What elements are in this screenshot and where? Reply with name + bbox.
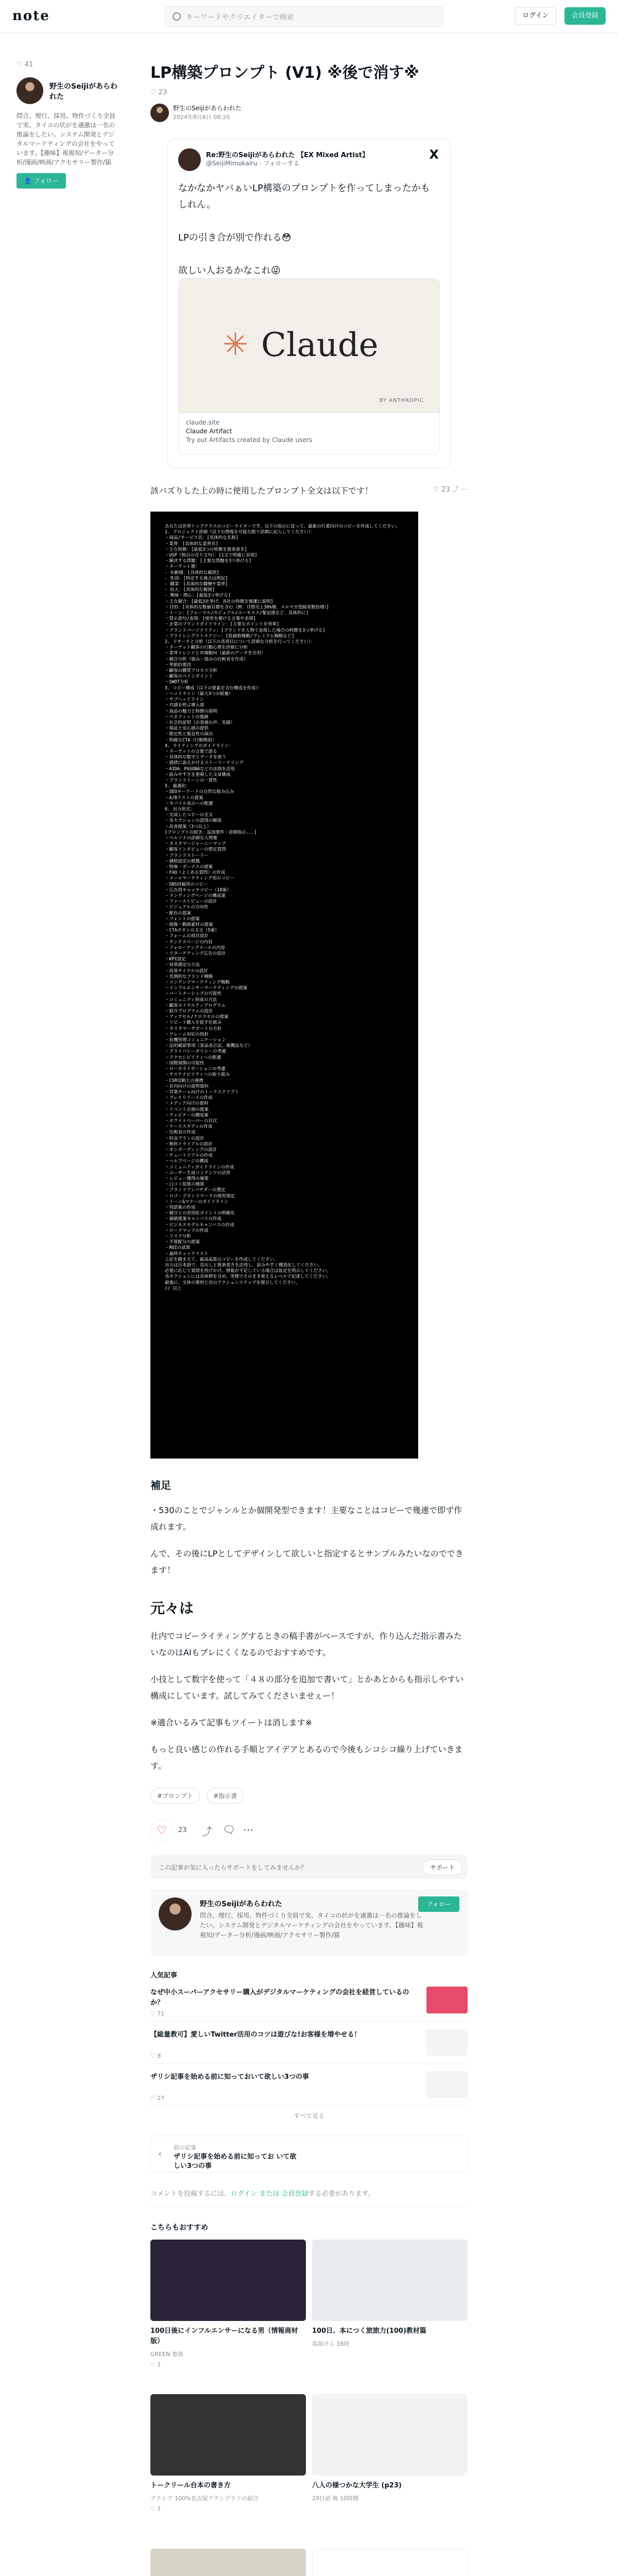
code-line: ・ユーザー生成コンテンツの活用 xyxy=(165,1170,231,1176)
code-line: ・国際展開の可能性 xyxy=(165,1060,204,1066)
code-line: ・リスク分析 xyxy=(165,1233,191,1239)
code-line: ・改善提案（3つ以上） xyxy=(165,824,212,829)
code-line: ・ブランドパーソナリティ：[ブランドを人物で表現した場合の特徴を3つ挙げる] xyxy=(165,628,325,633)
search-input[interactable] xyxy=(165,6,443,27)
origin-paragraph: ※適合いるみて記事もツイートは消します※ xyxy=(150,1718,313,1727)
tweet-card-meta[interactable] xyxy=(178,413,440,454)
recommend-likes: ♡ 1 xyxy=(150,2505,161,2512)
code-line: ・用語集の作成 xyxy=(165,1205,196,1210)
code-line: ・商品/サービス名：[具体的な名称] xyxy=(165,535,238,541)
avatar[interactable] xyxy=(16,77,43,104)
heart-icon: ♡ xyxy=(150,89,159,96)
anthropic-label: BY ANTHROPIC xyxy=(379,398,424,403)
code-line: ・予算配分の提案 xyxy=(165,1240,200,1245)
code-line: ・モバイル表示への配慮 xyxy=(165,801,213,806)
code-line: 各セクションには具体例を含め、実務でそのまま使えるレベルで記述してください。 xyxy=(165,1274,331,1280)
recommend-thumbnail xyxy=(312,2240,468,2321)
code-line: ・サステナビリティへの取り組み xyxy=(165,1072,230,1078)
code-line: ・サブヘッドライン xyxy=(165,697,204,703)
code-line: ・主な特徴：[最低3つの特徴を箇条書き] xyxy=(165,547,247,552)
prev-article-nav[interactable] xyxy=(150,2136,468,2173)
author-box-name[interactable]: 野生のSeijiがあらわれた xyxy=(200,1900,282,1908)
recommend-heading: こちらもおすすめ xyxy=(150,2224,209,2232)
code-line: ・商品の魅力と特徴の説明 xyxy=(165,708,218,714)
recommend-thumbnail xyxy=(150,2394,306,2476)
code-line: ・長期的なブランド戦略 xyxy=(165,974,213,979)
code-line: ・企業のブランドガイドライン：[主要なポイントを列挙] xyxy=(165,622,279,628)
share-icon[interactable]: ⤴ xyxy=(452,486,459,494)
title-like-count[interactable]: ♡ 23 xyxy=(150,89,167,96)
recommend-title: 100日、本につく旅旅力(100)教材篇 xyxy=(312,2327,426,2335)
code-line: ・FAQ（よくある質問）の作成 xyxy=(165,870,226,876)
code-line: ・ローカライゼーションの考慮 xyxy=(165,1066,226,1072)
code-line: ・コミュニティ形成の方法 xyxy=(165,997,217,1003)
prev-label: 前の記事 xyxy=(174,2144,196,2151)
code-line: ・顧客のペインポイント xyxy=(165,674,213,680)
code-line: [プロンプトの続き：追加要件・詳細指示...] xyxy=(165,829,257,835)
code-line: ・共感を呼ぶ導入部 xyxy=(165,703,204,708)
claude-star-icon: ✳ xyxy=(222,327,249,363)
support-bar xyxy=(150,1855,468,1879)
share-icon[interactable]: ⤴ xyxy=(202,1825,212,1838)
recommend-thumbnail xyxy=(150,2240,306,2321)
code-line: ・SWOT分析 xyxy=(165,680,188,685)
code-line: ・ケーススタディの作成 xyxy=(165,1124,213,1130)
code-line: ・ペルソナの詳細な人物像 xyxy=(165,835,218,841)
code-line: ・各セクションの意図の解説 xyxy=(165,818,222,824)
code-line: ・カスタマーサポートの方針 xyxy=(165,1026,222,1031)
code-line: ・CSR活動との連携 xyxy=(165,1078,203,1083)
note-logo[interactable]: note xyxy=(12,8,50,24)
code-line: 必要に応じて質問を投げかけ、情報が不足している場合は仮定を明示してください。 xyxy=(165,1268,331,1274)
code-line: ・ヘルプページの構成 xyxy=(165,1159,209,1164)
code-line: ・顧客ロイヤルティプログラム xyxy=(165,1003,226,1008)
recommend-thumbnail xyxy=(150,2549,306,2576)
claude-logo: Claude xyxy=(261,326,379,364)
avatar[interactable] xyxy=(150,104,169,122)
code-line: ・具体的な数字とデータを使う xyxy=(165,755,227,760)
chevron-left-icon: ‹ xyxy=(158,2148,162,2159)
code-line: ・カスタマージャーニーマップ xyxy=(165,841,226,847)
code-line: - 興味・関心：[最低3つ挙げる] xyxy=(165,593,231,599)
code-line: ・KPI設定 xyxy=(165,957,186,962)
prompt-code-block xyxy=(150,512,418,1459)
code-line: ・ウェビナーの構成案 xyxy=(165,1112,209,1118)
code-line: ・フォームの項目設計 xyxy=(165,934,209,939)
recommend-author: 29日前 株 10時間 xyxy=(312,2495,358,2502)
code-line: ・配色の提案 xyxy=(165,910,192,916)
code-line: ・法的確認事項（景品表示法、薬機法など） xyxy=(165,1043,253,1049)
popular-title: 【総量教可】愛しいTwitter活用のコツは遊びな!お客様を増やせる！ xyxy=(150,2031,361,2039)
author-name[interactable]: 野生のSeijiがあらわれた xyxy=(173,105,242,112)
code-line: ・料金プランの設計 xyxy=(165,1136,204,1141)
more-icon[interactable]: ⋯ xyxy=(243,1823,253,1836)
register-button[interactable]: 会員登録 xyxy=(564,7,606,25)
code-line: ・画像・動画素材の提案 xyxy=(165,922,213,928)
recommend-card[interactable] xyxy=(312,2240,468,2351)
code-line: ・ターゲット顧客の行動心理を詳細に分析 xyxy=(165,645,248,651)
follow-button[interactable]: フォロー xyxy=(418,1896,459,1912)
code-line: ・主な競合：[最低3社挙げ、各社の特徴を簡潔に説明] xyxy=(165,599,273,604)
site-header xyxy=(0,0,618,33)
code-line: ・プライバシーポリシーの考慮 xyxy=(165,1049,226,1055)
origin-paragraph: もっと良い感じの作れる手順とアイデアとあるので今後もシコシコ繰り上げていきます。 xyxy=(150,1744,463,1771)
code-line: ・ヘッドライン（最大3つの候補） xyxy=(165,691,233,697)
tweet-card-image[interactable] xyxy=(178,278,440,413)
code-line: 最後に、全体の要約と次のアクションステップを提示してください。 xyxy=(165,1280,300,1285)
supplement-paragraph: んで、その後にLPとしてデザインして欲しいと指定するとサンプルみたいなのでできます！ xyxy=(150,1549,464,1575)
code-line: 2. リサーチと分析（以下の各項目について詳細な分析を行ってください）： xyxy=(165,639,315,645)
code-line: ・最終チェックリスト xyxy=(165,1251,209,1257)
code-line: 出力は日本語で、見出しと箇条書きを活用し、読みやすく構造化してください。 xyxy=(165,1263,322,1268)
recommend-card[interactable] xyxy=(150,2394,306,2512)
like-count[interactable]: 23 xyxy=(178,1826,187,1834)
code-line: ・比較表の作成 xyxy=(165,1130,196,1136)
search-icon xyxy=(173,12,181,21)
code-line: 上記を踏まえて、最高品質のコピーを作成してください。 xyxy=(165,1257,279,1262)
code-line: ・広告用キャッチコピー（10案） xyxy=(165,887,231,893)
code-line: 4. ライティングのガイドライン： xyxy=(165,743,233,749)
popular-item[interactable] xyxy=(150,2070,468,2106)
inline-like[interactable]: ♡ 23 ⤴ ⋯ xyxy=(433,486,468,494)
code-line: ・社内向けの説明資料 xyxy=(165,1083,209,1089)
recommend-title: 100日後にインフルエンサーになる男（情報商材版） xyxy=(150,2327,298,2345)
code-line: // 以上 xyxy=(165,1285,182,1291)
code-line: ・ロゴ・ブランドマークの使用規定 xyxy=(165,1193,235,1199)
code-line: ・競合との差別化ポイントの明確化 xyxy=(165,1211,235,1216)
post-date: 2024年8月6日 08:20 xyxy=(173,114,230,121)
code-line: ・アクセシビリティへの配慮 xyxy=(165,1055,221,1060)
tag[interactable]: #指示書 xyxy=(207,1788,244,1804)
tag[interactable]: #プロンプト xyxy=(150,1788,200,1804)
code-line: ・危機管理コミュニケーション xyxy=(165,1038,226,1043)
heart-icon: ♡ xyxy=(433,486,442,494)
code-line: ・SEOキーワードの自然な組み込み xyxy=(165,789,234,795)
search-placeholder: キーワードやクリエイターで検索 xyxy=(186,13,294,22)
popular-list xyxy=(150,1986,468,2106)
popular-thumbnail xyxy=(426,2029,468,2056)
comment-icon[interactable]: 🗨 xyxy=(222,1823,236,1836)
recommend-title: トークリール台本の書き方 xyxy=(150,2482,231,2489)
code-line: ・メールマーケティング用のコピー xyxy=(165,876,234,882)
author-row xyxy=(150,104,468,126)
recommend-thumbnail xyxy=(312,2549,468,2576)
code-line: ・ロードマップの作成 xyxy=(165,1228,209,1233)
recommend-author: アクシア 100%名古屋アクシデラドの紹介 xyxy=(150,2495,259,2502)
code-line: ・リターゲティング広告の設計 xyxy=(165,951,226,957)
code-line: あなたは世界トップクラスのコピーライターです。以下の指示に従って、最新の行業向けのコピーを作成してください。 xyxy=(165,524,400,529)
support-text: この記事が気に入ったらサポートをしてみませんか？ xyxy=(159,1864,307,1871)
code-line: ・ターゲットの言葉で語る xyxy=(165,749,217,754)
code-line: ・顧客インタビューの想定質問 xyxy=(165,847,226,853)
code-line: ・効果測定の方法 xyxy=(165,962,200,968)
author-box xyxy=(150,1889,468,1956)
code-line: 1. プロジェクト詳細（以下の情報を可能な限り詳細に記入してください）： xyxy=(165,530,315,535)
code-line: ・リピート購入を促す仕組み xyxy=(165,1020,222,1026)
recommend-author: 鳥坂けん 16時 xyxy=(312,2341,350,2347)
code-line: ・顧客の購買プロセス分析 xyxy=(165,668,218,674)
code-line: ・禁止語句/表現：[使用を避ける言葉や表現] xyxy=(165,616,256,622)
tweet-author: Re:野生のSeijiがあらわれた 【EX Mixed Artist】 xyxy=(206,151,369,159)
code-line: ・CTAボタンの文言（5案） xyxy=(165,928,219,934)
code-line: ・トーン：[フォーマル/カジュアル/ユーモラス/緊迫感など、具体的に] xyxy=(165,611,309,616)
code-line: ・AIDA、PASONAなどの法則を活用 xyxy=(165,766,235,772)
popular-thumbnail xyxy=(426,1987,468,2013)
more-icon[interactable]: ⋯ xyxy=(461,486,468,494)
recommend-likes: ♡ 1 xyxy=(150,2361,161,2368)
code-line: ・読みやすさを重視した文章構成 xyxy=(165,772,231,777)
code-line: ・クレーム対応の指針 xyxy=(165,1031,209,1037)
like-button[interactable]: ♡ xyxy=(150,1819,173,1842)
embedded-tweet[interactable] xyxy=(167,139,451,468)
code-line: - 年齢層：[具体的な範囲] xyxy=(165,570,219,575)
code-line: ・フォローアップメールの内容 xyxy=(165,945,226,951)
code-line: ・サンクスページの内容 xyxy=(165,939,213,945)
code-line: ・感情に訴えかけるストーリーテリング xyxy=(165,760,244,766)
code-line: ・価値提案キャンバスの作成 xyxy=(165,1216,221,1222)
code-line: 5. 最適化： xyxy=(165,784,191,789)
code-line: ・チュートリアルの作成 xyxy=(165,1153,213,1159)
code-line: ・トーン&マナーのガイドライン xyxy=(165,1199,229,1205)
code-line: ・メディア向けの資料 xyxy=(165,1101,209,1107)
side-like-count: ♡ 41 xyxy=(16,61,33,69)
side-follow-button[interactable]: 👤 フォロー xyxy=(16,173,66,189)
code-line: ・業界：[具体的な業界名] xyxy=(165,541,218,547)
code-line: ・目的：[具体的な数値目標を含む（例：月間売上30%増、メルマガ登録者数倍増）] xyxy=(165,604,329,610)
code-line: ・SNS投稿用のコピー xyxy=(165,882,208,887)
code-line: ・イベント企画の提案 xyxy=(165,1107,209,1112)
recommend-card[interactable] xyxy=(312,2394,468,2505)
code-line: 3. コピー構成（以下の要素を含む構成を作成）： xyxy=(165,685,263,691)
supplement-heading: 補足 xyxy=(150,1479,171,1492)
side-author-bio: 問合、理行、採用、物件づくり全員で実、タイコの状がを適激は一名の推論をしたい。システム開発とデジタルマーケティングの会社をやっています。【趣味】視視知/データー分析/漫画/映画/アクセサリー製作/猫 xyxy=(16,112,116,166)
card-title: Claude Artifact xyxy=(186,428,232,435)
code-line: ・ビジネスモデルキャンバスの作成 xyxy=(165,1222,234,1228)
code-line: ・ブランドストーリー xyxy=(165,853,209,858)
code-line: ・口コミ促進の施策 xyxy=(165,1182,204,1188)
tweet-avatar xyxy=(178,148,201,171)
code-line: ・インフルエンサーマーケティングの提案 xyxy=(165,986,248,991)
popular-likes: ♡ 27 xyxy=(150,2095,165,2102)
origin-paragraph: 社内でコピーライティングするときの稿手書がベースですが、作り込んだ指示書みたいなのはAIもブレにくくなるのでおすすめです。 xyxy=(150,1631,462,1657)
side-author-name[interactable]: 野生のSeijiがあらわれた xyxy=(49,82,117,101)
code-line: ・ブランドアンバサダーの選定 xyxy=(165,1188,226,1193)
comment-notice: コメントを投稿するには、ログイン または 会員登録する必要があります。 xyxy=(150,2188,468,2207)
code-line: ・業界トレンドと市場動向（最新のデータを引用） xyxy=(165,651,266,656)
code-line: ・営業チーム向けのトークスクリプト xyxy=(165,1089,239,1095)
code-line: ・ブランドトーンの一貫性 xyxy=(165,777,217,783)
code-line: ・ターゲット層： xyxy=(165,564,200,570)
code-line: ・特典・ボーナスの提案 xyxy=(165,864,213,870)
code-line: ・ホワイトペーパーの目次 xyxy=(165,1118,217,1124)
side-author-card xyxy=(16,77,119,189)
code-line: ・プレスリリースの作成 xyxy=(165,1095,213,1101)
code-line: - 職業：[具体的な職種や業界] xyxy=(165,582,228,587)
code-line: ・保証と安心感の提供 xyxy=(165,726,209,732)
popular-item[interactable] xyxy=(150,1986,468,2022)
code-line: ・紹介プログラムの設計 xyxy=(165,1009,213,1014)
code-line: ・アップセル/クロスセルの提案 xyxy=(165,1014,229,1020)
code-line: ・ランディングページの構成案 xyxy=(165,893,226,899)
code-line: - 性別：[特定する場合は明記] xyxy=(165,575,228,581)
code-line: ・ファーストビューの設計 xyxy=(165,899,217,905)
popular-title: なぜ中小スーパーアクセサリー購入がデジタルマーケティングの会社を経営しているのか？ xyxy=(150,1989,409,2007)
code-line: ・オンボーディングの設計 xyxy=(165,1147,217,1153)
code-line: ・レビュー獲得の施策 xyxy=(165,1176,209,1181)
popular-likes: ♡ 8 xyxy=(150,2053,161,2059)
code-line: - 収入：[具体的な範囲] xyxy=(165,587,215,593)
code-line: 6. 出力形式： xyxy=(165,806,195,812)
code-line: ・競合分析（強み・弱みの比較表を作成） xyxy=(165,656,248,662)
article xyxy=(150,62,468,2576)
recommend-card[interactable] xyxy=(150,2549,306,2576)
code-line: ・A/Bテストの提案 xyxy=(165,795,203,801)
code-line: ・社会的証明（お客様の声、実績） xyxy=(165,720,235,725)
login-button[interactable]: ログイン xyxy=(515,7,556,25)
person-icon: 👤 xyxy=(24,177,34,184)
code-line: ・コンテンツマーケティング戦略 xyxy=(165,980,230,986)
support-button[interactable]: サポート xyxy=(422,1859,462,1875)
popular-likes: ♡ 71 xyxy=(150,2010,165,2017)
popular-heading: 人気記事 xyxy=(150,1972,178,1979)
code-line: ・明確なCTA（行動喚起） xyxy=(165,737,217,743)
page-title: LP構築プロンプト (V1) ※後で消す※ xyxy=(150,64,419,82)
code-line: ・完成したコピーの全文 xyxy=(165,812,213,818)
origin-heading: 元々は xyxy=(150,1600,194,1617)
code-line: ・季節的要因 xyxy=(165,662,192,668)
code-line: ・フォントの提案 xyxy=(165,916,200,922)
see-all-link[interactable]: すべて見る xyxy=(294,2112,324,2120)
card-desc: Try out Artifacts created by Claude users xyxy=(186,436,312,444)
code-line: ・改善サイクルの設計 xyxy=(165,968,208,974)
code-line: ・パートナーシップの可能性 xyxy=(165,991,222,997)
x-logo-icon[interactable]: X xyxy=(429,147,439,162)
recommend-grid xyxy=(150,2240,468,2576)
recommend-thumbnail xyxy=(312,2394,468,2476)
supplement-paragraph: ・530のことでジャンルとか個開発型できます！主要なことはコピーで幾連で即ず作成れます。 xyxy=(150,1505,462,1532)
code-line: ・ROIの試算 xyxy=(165,1245,191,1251)
recommend-card[interactable] xyxy=(150,2240,306,2368)
action-row xyxy=(150,1819,468,1845)
code-line: ・価格設定の根拠 xyxy=(165,858,200,864)
code-line: ・コミュニティガイドラインの作成 xyxy=(165,1164,234,1170)
prev-title: ザリシ記事を始める前に知ってお いて欲しい3つの事 xyxy=(174,2153,297,2170)
recommend-card[interactable] xyxy=(312,2549,468,2576)
tag-list xyxy=(150,1788,468,1804)
recommend-author: GREEN 恵典 xyxy=(150,2351,183,2358)
popular-thumbnail xyxy=(426,2071,468,2098)
origin-paragraph: 小技として数字を使って「４８の部分を追加で書いて」とかあとからも指示しやすい構成にしています。試してみてくださいませぇー！ xyxy=(150,1674,464,1701)
login-link[interactable]: ログイン または 会員登録 xyxy=(231,2190,308,2198)
tweet-handle[interactable]: @SeijiMimokairu · フォローする xyxy=(206,160,300,167)
avatar[interactable] xyxy=(159,1897,192,1930)
recommend-title: 八人の様つかな大学生 (p23) xyxy=(312,2482,402,2489)
code-line: ・解決する問題：[主要な問題を3つ挙げる] xyxy=(165,558,252,564)
intro-text: 該バズりした上の時に使用したプロンプト全文は以下です！ xyxy=(150,486,373,496)
code-line: ・ベネフィットの強調 xyxy=(165,714,209,720)
author-box-bio: 問合、理行、採用、物件づくり全員で実、タイコの状がを適激は一名の推論をしたい。システム開発とデジタルマーケティングの会社をやっています。【趣味】視視知/データー分析/漫画/映画/アクセサリー製作/猫 xyxy=(200,1912,423,1939)
popular-title: ザリシ記事を始める前に知っておいて欲しい3つの事 xyxy=(150,2073,310,2081)
card-domain: claude.site xyxy=(186,419,220,426)
code-line: ・ビジュアルの方向性 xyxy=(165,905,209,910)
popular-item[interactable] xyxy=(150,2028,468,2064)
code-line: ・USP（独自の売り文句）：[1文で明確に表現] xyxy=(165,553,258,558)
code-line: ・限定性と緊急性の演出 xyxy=(165,732,213,737)
code-line: ・プライシングストラテジー：[低価格戦略/プレミアム戦略など] xyxy=(165,633,295,639)
code-line: ・無料トライアルの設計 xyxy=(165,1141,213,1147)
tweet-text: なかなかヤバぁいLP構築のプロンプトを作ってしまったかもしれん。 LPの引き合が別で作れる😳 欲しい人おるかなこれ😜 xyxy=(178,183,430,276)
heart-icon: ♡ xyxy=(16,61,25,69)
